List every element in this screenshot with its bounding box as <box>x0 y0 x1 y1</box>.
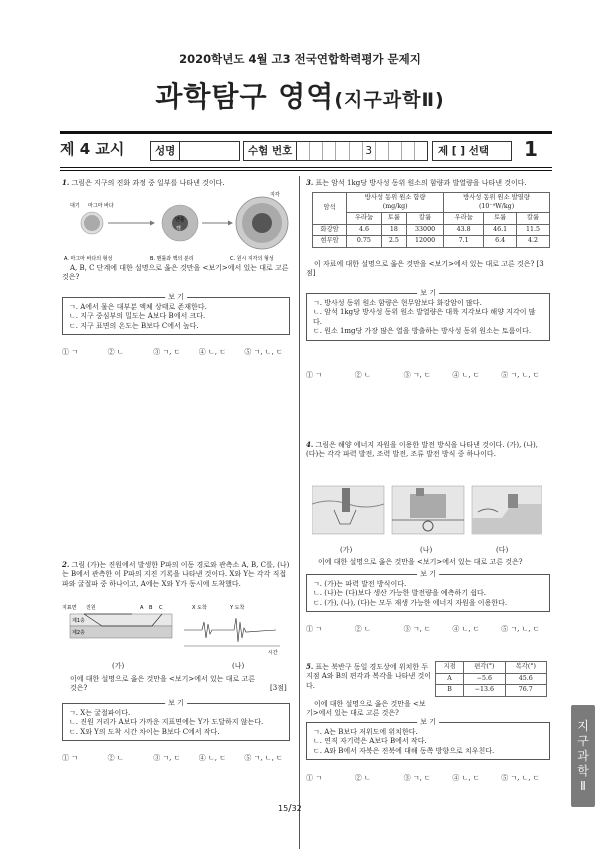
q2-fig-c: C <box>159 605 163 611</box>
q1-bogi-box <box>62 293 290 335</box>
q1-bogi-c: ㄷ. 지구 표면의 온도는 B보다 C에서 높다. <box>69 321 199 330</box>
q3-th-group2-text: 방사성 동위 원소 발열량 <box>463 194 530 201</box>
q2-bogi-title: 보 기 <box>165 699 187 708</box>
q3-text: 표는 암석 1kg당 방사성 동위 원소의 함량과 발열량을 나타낸 것이다. <box>315 179 527 187</box>
q5-bogi-title: 보 기 <box>417 718 439 727</box>
q2-fig-x-arrival: X 도착 <box>192 605 207 611</box>
q1-fig-label-atmosphere: 대기 <box>70 203 80 209</box>
q5-option-5[interactable]: ⑤ ㄱ, ㄴ, ㄷ <box>501 774 540 782</box>
table-cell: 화강암 <box>313 224 347 236</box>
q5-option-3[interactable]: ③ ㄱ, ㄷ <box>403 774 431 782</box>
q4-option-2[interactable]: ② ㄴ <box>354 625 371 633</box>
q2-bogi-a: ㄱ. X는 굴절파이다. <box>69 709 131 717</box>
q4-bogi-title: 보 기 <box>417 570 439 579</box>
q3-th-group1 <box>347 193 444 213</box>
q1-option-4[interactable]: ④ ㄴ, ㄷ <box>198 348 226 356</box>
q1-option-2[interactable]: ② ㄴ <box>107 348 124 356</box>
q3-th-sub: 토륨 <box>381 213 406 225</box>
q4-option-5[interactable]: ⑤ ㄱ, ㄴ, ㄷ <box>501 625 540 633</box>
q4-ask: 이에 대한 설명으로 옳은 것만을 <보기>에서 있는 대로 고른 것은? <box>318 558 523 566</box>
question-5 <box>306 662 431 691</box>
q2-options <box>62 754 290 763</box>
table-cell: 현무암 <box>313 236 347 248</box>
q3-options <box>306 371 550 380</box>
q1-bogi-b: ㄴ. 지구 중심부의 밀도는 A보다 B에서 크다. <box>69 312 206 321</box>
q1-ask: A, B, C 단계에 대한 설명으로 옳은 것만을 <보기>에서 있는 대로 고른 것은? <box>62 264 289 282</box>
q3-points: [3점] <box>306 260 544 278</box>
q1-fig-label-crust: 지각 <box>270 192 280 198</box>
q3-number: 3. <box>306 178 314 187</box>
q2-ask: 이에 대한 설명으로 옳은 것만을 <보기>에서 있는 대로 고른 것은? <box>70 675 256 693</box>
q5-number: 5. <box>306 662 314 671</box>
q2-option-1[interactable]: ① ㄱ <box>62 754 78 762</box>
q1-option-1[interactable]: ① ㄱ <box>62 348 78 356</box>
table-row <box>313 224 550 236</box>
side-tab-char: 구 <box>577 733 589 748</box>
q2-option-5[interactable]: ⑤ ㄱ, ㄴ, ㄷ <box>244 754 283 762</box>
q4-sub-b: (나) <box>420 546 433 554</box>
table-cell: 12000 <box>407 236 444 248</box>
q4-option-3[interactable]: ③ ㄱ, ㄷ <box>403 625 431 633</box>
q5-ask: 이에 대한 설명으로 옳은 것만을 <보기>에서 있는 대로 고른 것은? <box>306 700 426 718</box>
q3-th-rock: 암석 <box>313 193 347 225</box>
q2-text: 그림 (가)는 진원에서 발생한 P파의 이동 경로와 관측소 A, B, C를, (나)는 B에서 관측한 이 P파의 지진 기록을 나타낸 것이다. X와 Y는 각각 직접파와 굴절파 중 하나이고, A에는 X와 Y가 동시에 도착했다. <box>62 561 290 588</box>
page-current: 15 <box>278 804 289 813</box>
q1-figure <box>62 190 290 266</box>
q2-bogi-b: ㄴ. 진원 거리가 A보다 가까운 지표면에는 Y가 도달하지 않는다. <box>69 718 264 727</box>
q1-option-3[interactable]: ③ ㄱ, ㄷ <box>153 348 181 356</box>
q2-figure <box>62 600 290 658</box>
subject-sub: (지구과학Ⅱ) <box>334 89 445 111</box>
q2-fig-time: 시간 <box>268 650 278 656</box>
q3-th-sub: 칼륨 <box>407 213 444 225</box>
question-4 <box>306 440 550 460</box>
q1-text: 그림은 지구의 진화 과정 중 일부를 나타낸 것이다. <box>71 179 225 187</box>
table-cell: 6.4 <box>484 236 517 248</box>
table-cell: 43.8 <box>444 224 484 236</box>
q4-sub-a: (가) <box>340 546 353 554</box>
table-cell: 4.6 <box>347 224 381 236</box>
q4-bogi-c: ㄷ. (가), (나), (다)는 모두 재생 가능한 에너지 자원을 이용한다. <box>313 598 508 607</box>
q2-fig-layer1: 제1층 <box>72 618 85 624</box>
choice-field[interactable]: 제 [ ] 선택 <box>432 141 512 161</box>
exam-number-label: 수험 번호 <box>244 142 297 160</box>
header-rule-bottom2 <box>60 170 552 171</box>
table-cell: A <box>436 673 464 685</box>
q5-table <box>435 661 547 697</box>
q5-bogi-a: ㄱ. A는 B보다 저위도에 위치한다. <box>313 728 418 736</box>
table-cell: 45.6 <box>505 673 546 685</box>
q1-caption-b: B. 맨틀과 핵의 분리 <box>150 256 194 262</box>
q2-fig-focus: 진원 <box>86 605 96 611</box>
page-number: 1 <box>524 137 538 161</box>
q2-option-4[interactable]: ④ ㄴ, ㄷ <box>198 754 226 762</box>
q2-fig-surface: 지표면 <box>62 605 77 611</box>
table-cell: 76.7 <box>505 685 546 697</box>
subject-main: 과학탐구 영역 <box>155 80 335 113</box>
q4-bogi-box <box>306 570 550 612</box>
q4-number: 4. <box>306 440 314 449</box>
table-row <box>436 685 547 697</box>
q5-option-2[interactable]: ② ㄴ <box>354 774 371 782</box>
q5-option-1[interactable]: ① ㄱ <box>306 774 322 782</box>
subject-title <box>0 78 600 116</box>
q3-option-1[interactable]: ① ㄱ <box>306 371 322 379</box>
q5-options <box>306 774 550 783</box>
table-cell: 2.5 <box>381 236 406 248</box>
table-cell: 18 <box>381 224 406 236</box>
q2-option-3[interactable]: ③ ㄱ, ㄷ <box>153 754 181 762</box>
table-cell: B <box>436 685 464 697</box>
q3-table <box>312 192 550 248</box>
page-total: 32 <box>291 804 302 813</box>
q3-th-group2-unit: (10⁻⁹W/kg) <box>478 202 515 210</box>
q4-text: 그림은 해양 에너지 자원을 이용한 발전 방식을 나타낸 것이다. (가), (나), (다)는 각각 파력 발전, 조력 발전, 조류 발전 방식 중 하나이다. <box>306 441 538 459</box>
side-tab-char: 과 <box>577 748 589 763</box>
header-rule <box>60 131 552 134</box>
exam-number-digit: 3 <box>363 142 376 160</box>
table-cell: −5.6 <box>464 673 505 685</box>
q1-option-5[interactable]: ⑤ ㄱ, ㄴ, ㄷ <box>244 348 283 356</box>
subject-side-tab <box>571 705 595 807</box>
q5-bogi-c: ㄷ. A와 B에서 자북은 진북에 대해 동쪽 방향으로 치우친다. <box>313 746 495 755</box>
session-label: 제 4 교시 <box>60 140 125 158</box>
question-1 <box>62 178 290 188</box>
q2-fig-a: A <box>140 605 144 611</box>
q3-bogi-c: ㄷ. 원소 1mg당 가장 많은 열을 방출하는 방사성 동위 원소는 토륨이다. <box>313 327 532 336</box>
q5-bogi-box <box>306 718 550 760</box>
q5-option-4[interactable]: ④ ㄴ, ㄷ <box>452 774 480 782</box>
table-cell: 46.1 <box>484 224 517 236</box>
q2-fig-layer2: 제2층 <box>72 630 85 636</box>
q1-caption-c: C. 원시 지각의 형성 <box>230 256 274 262</box>
q3-ask <box>306 260 550 279</box>
q2-sub-b: (나) <box>232 662 245 670</box>
q4-options <box>306 625 550 634</box>
side-tab-char: 학 <box>577 763 589 778</box>
page-separator: / <box>288 803 292 814</box>
question-2 <box>62 560 290 589</box>
q1-fig-label-core: 핵 <box>176 226 181 232</box>
q3-bogi-b: ㄴ. 암석 1kg당 방사성 동위 원소 발열량은 대륙 지각보다 해양 지각이 많다. <box>313 308 536 326</box>
question-3 <box>306 178 552 188</box>
name-label: 성명 <box>151 142 180 160</box>
q3-bogi-title: 보 기 <box>417 289 439 298</box>
q1-fig-label-magma: 마그마 바다 <box>88 203 114 209</box>
table-cell: 0.75 <box>347 236 381 248</box>
q3-th-group1-unit: (mg/kg) <box>382 202 408 210</box>
q1-caption-a: A. 마그마 바다의 형성 <box>64 256 113 262</box>
q2-bogi-box <box>62 699 290 741</box>
header-rule-bottom <box>60 167 552 168</box>
q3-option-5[interactable]: ⑤ ㄱ, ㄴ, ㄷ <box>501 371 540 379</box>
q3-option-4[interactable]: ④ ㄴ, ㄷ <box>452 371 480 379</box>
q2-number: 2. <box>62 560 70 569</box>
q2-sub-a: (가) <box>112 662 125 670</box>
table-cell: −13.6 <box>464 685 505 697</box>
q1-bogi-title: 보 기 <box>165 293 187 302</box>
column-divider <box>299 176 300 849</box>
table-row <box>436 673 547 685</box>
q2-points: [3점] <box>270 684 287 692</box>
page-indicator <box>278 802 302 816</box>
q1-fig-label-mantle: 맨틀 <box>175 217 185 223</box>
q3-option-2[interactable]: ② ㄴ <box>354 371 371 379</box>
q4-bogi-b: ㄴ. (나)는 (다)보다 생산 가능한 발전량을 예측하기 쉽다. <box>313 589 486 598</box>
table-cell: 4.2 <box>517 236 550 248</box>
q3-th-sub: 칼륨 <box>517 213 550 225</box>
q3-th-group2 <box>444 193 550 213</box>
q4-option-4[interactable]: ④ ㄴ, ㄷ <box>452 625 480 633</box>
q5-th: 지점 <box>436 662 464 674</box>
exam-number-boxes <box>297 142 427 160</box>
q2-fig-y-arrival: Y 도착 <box>230 605 245 611</box>
table-row <box>313 236 550 248</box>
table-cell: 33000 <box>407 224 444 236</box>
exam-header: 2020학년도 4월 고3 전국연합학력평가 문제지 <box>179 52 421 66</box>
q3-option-3[interactable]: ③ ㄱ, ㄷ <box>403 371 431 379</box>
exam-number-field[interactable] <box>243 141 428 161</box>
table-cell: 11.5 <box>517 224 550 236</box>
q4-sub-c: (다) <box>496 546 509 554</box>
q2-bogi-c: ㄷ. X와 Y의 도착 시간 차이는 B보다 C에서 작다. <box>69 727 220 736</box>
q2-fig-b: B <box>149 605 153 611</box>
q5-bogi-b: ㄴ. 연직 자기력은 A보다 B에서 작다. <box>313 737 427 746</box>
q3-th-group1-text: 방사성 동위 원소 함량 <box>364 194 426 201</box>
q5-th: 편각(°) <box>464 662 505 674</box>
q4-option-1[interactable]: ① ㄱ <box>306 625 322 633</box>
q2-option-2[interactable]: ② ㄴ <box>107 754 124 762</box>
q1-number: 1. <box>62 178 70 187</box>
q3-th-sub: 우라늄 <box>347 213 381 225</box>
name-field[interactable] <box>150 141 240 161</box>
q3-bogi-box <box>306 289 550 341</box>
q3-th-sub: 토륨 <box>484 213 517 225</box>
side-tab-char: Ⅱ <box>580 778 586 793</box>
q3-bogi-a: ㄱ. 방사성 동위 원소 함량은 현무암보다 화강암이 많다. <box>313 299 482 307</box>
table-cell: 7.1 <box>444 236 484 248</box>
side-tab-char: 지 <box>577 718 589 733</box>
q3-th-sub: 우라늄 <box>444 213 484 225</box>
q1-bogi-a: ㄱ. A에서 물은 대부분 액체 상태로 존재한다. <box>69 303 207 311</box>
q1-options <box>62 348 290 357</box>
q5-text: 표는 북반구 동일 경도상에 위치한 두 지점 A와 B의 편각과 복각을 나타낸 것이다. <box>306 663 431 690</box>
q5-th: 복각(°) <box>505 662 546 674</box>
q4-figure <box>312 484 542 538</box>
q4-bogi-a: ㄱ. (가)는 파력 발전 방식이다. <box>313 580 407 588</box>
q3-ask-text: 이 자료에 대한 설명으로 옳은 것만을 <보기>에서 있는 대로 고른 것은? <box>314 260 535 268</box>
